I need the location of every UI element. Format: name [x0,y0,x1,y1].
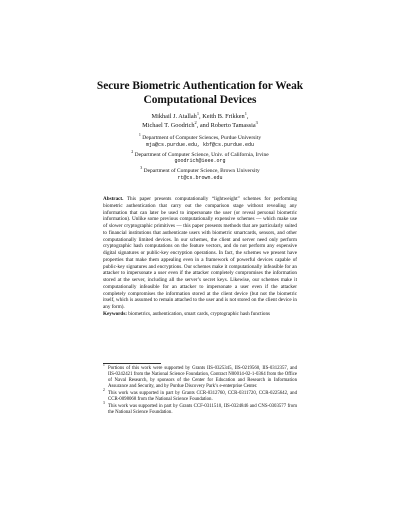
affiliation-email: mja@cs.purdue.edu, kbf@cs.purdue.edu [145,141,255,148]
abstract-label: Abstract. [103,196,124,202]
affiliation-email: goodrich@ieee.org [174,158,226,165]
author-separator: , [199,113,203,120]
author-line [60,110,340,122]
abstract-section [103,196,297,318]
affiliation-email: rt@cs.brown.edu [177,174,223,181]
abstract-text: This paper presents computationally “lightweight” schemes for performing biometric authentication that carry out the comparison stage without revealing any information that can later be used to impersonate the user (or reveal personal biometric information). Unlike some previous computationally expensive schemes — which make use of slower cryptographic primitives — this paper presents methods that are particularly suited to financial institutions that authenticate users with biometric smartcards, sensors, and other computationally limited devices. In our schemes, the client and server need only perform cryptographic hash computations on the feature vectors, and do not perform any expensive digital signatures or public-key encryption operations. In fact, the schemes we present have properties that make them appealing even in a framework of powerful devices capable of public-key signatures and encryptions. Our schemes make it computationally infeasible for an attacker to impersonate a user even if the attacker completely compromises the information stored at the server, including all the server’s secret keys. Likewise, our schemes make it computationally infeasible for an attacker to impersonate a user even if the attacker completely compromises the information stored at the client device (but not the biometric itself, which is assumed to remain attached to the user and is not stored on the client device in any form). [103,196,297,311]
abstract-paragraph [103,196,297,311]
footnote-divider [103,363,161,364]
affiliation [80,165,320,182]
affiliation [80,148,320,166]
paper-title: Secure Biometric Authentication for Weak Computational Devices [96,80,304,106]
author-affil-mark: 2 [194,119,197,125]
author-separator: , [246,113,249,120]
author-separator: , and [196,121,211,129]
affiliation [80,132,320,149]
author-name: Roberto Tamassia [210,121,256,129]
author-affil-mark: 3 [255,119,258,125]
affiliation-name: Department of Computer Science, Univ. of California, Irvine [134,151,269,158]
keywords-label: Keywords: [103,311,127,318]
footnotes-section [103,363,297,416]
author-name: Michael T. Goodrich [142,121,195,129]
author-name: Mikhail J. Atallah [151,113,197,120]
author-name: Keith B. Frikken [202,113,245,120]
affiliation-block [80,132,320,185]
footnote-text: This work was supported in part by Grants CCR-0312760, CCR-0311720, CCR-0225642, and CCR-0098068 from the National Science Foundation. [108,390,297,402]
author-affil-mark: 1 [196,110,200,116]
footnote: 2 This work was supported in part by Grants CCR-0312760, CCR-0311720, CCR-0225642, and CCR-0098068 from the National Science Foundation. [103,387,297,402]
footnote: 1 Portions of this work were supported by Grants IIS-0325345, IIS-0219560, IIS-0312357, and IIS-0242421 from the National Science Foundation, Contract N00014-02-1-0364 from the Office of Naval Research, by sponsors of the Center for Education and Research in Information Assurance and Security, and by Purdue Discovery Park’s e-enterprise Center. [103,363,297,390]
affiliation-mark: 1 [138,132,141,138]
affiliation-name: Department of Computer Sciences, Purdue University [142,135,262,141]
author-affil-mark: 1 [244,110,247,116]
author-line [60,119,340,131]
affiliation-name: Department of Computer Science, Brown University [143,168,260,175]
footnote-text: Portions of this work were supported by Grants IIS-0325345, IIS-0219560, IIS-0312357, and IIS-0242421 from the National Science Foundation, Contract N00014-02-1-0364 from the Office of Naval Research, by sponsors of the Center for Education and Research in Information Assurance and Security, and by Purdue Discovery Park’s e-enterprise Center. [108,366,297,390]
keywords-paragraph [103,311,297,318]
affiliation-mark: 3 [140,165,143,171]
footnote: 3 This work was supported in part by Grants CCF-0311510, IIS-0324846 and CNS-0303577 from the National Science Foundation. [103,400,297,415]
author-block [60,110,340,130]
affiliation-mark: 2 [131,148,134,154]
keywords-text: biometrics, authentication, smart cards, cryptographic hash functions [128,311,271,318]
footnote-text: This work was supported in part by Grants CCF-0311510, IIS-0324846 and CNS-0303577 from the National Science Foundation. [108,403,297,415]
